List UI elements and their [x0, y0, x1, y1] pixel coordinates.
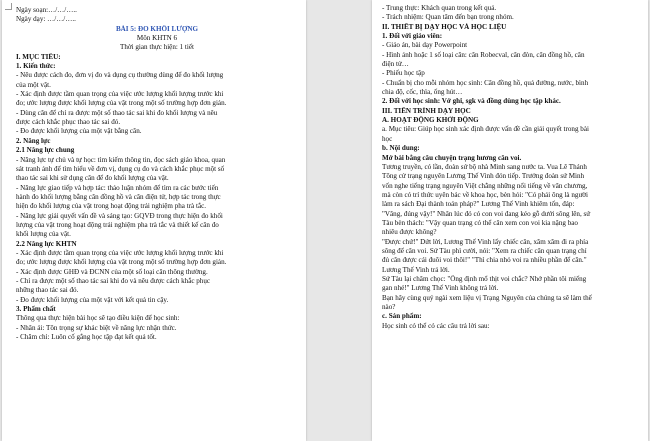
text-line: - Xác định được GHĐ và ĐCNN của một số loại cân thông thường.: [16, 267, 208, 276]
text-line: - Xác định được tầm quan trọng của việc ước lượng khối lượng trước khi: [16, 90, 224, 99]
text-line: Thời gian thực hiện: 1 tiết: [120, 43, 194, 52]
text-line: - Trách nhiệm: Quan tâm đến bạn trong nhóm.: [382, 13, 514, 22]
text-line: - Nhân ái: Tôn trọng sự khác biệt về năng lực nhận thức.: [16, 323, 177, 332]
text-line: - Hình ảnh hoặc 1 số loại cân: cân Robecval, cân đòn, cân đồng hồ, cân: [382, 50, 585, 59]
text-line: - Năng lực giải quyết vấn đề và sáng tạo: GQVĐ trong thực hiện đo khối: [16, 211, 223, 220]
text-line: "Vâng, đúng vậy!" Nhân lúc đó có con voi đang kéo gỗ dưới sông lên, sứ: [382, 209, 591, 218]
text-line: mà còn có trí thức uyên bác về khoa học, bèn hỏi: "Có phải ông là người: [382, 190, 589, 199]
text-line: được cách khắc phục thao tác sai đó.: [16, 118, 121, 127]
text-line: Thông qua thực hiện bài học sẽ tạo điều kiện để học sinh:: [16, 314, 180, 323]
text-line: BÀI 5: ĐO KHỐI LƯỢNG: [115, 24, 199, 33]
document-page-right: [372, 0, 648, 441]
text-line: đo; ước lượng được khối lượng của vật trong một số trường hợp đơn giản.: [16, 99, 227, 108]
text-line: - Chăm chỉ: Luôn cố gắng học tập đạt kết quả tốt.: [16, 333, 157, 342]
text-line: Tông cử trạng nguyên Lương Thế Vinh đón tiếp. Trưởng đoàn sứ Minh: [382, 172, 585, 181]
text-line: 1. Kiến thức:: [16, 62, 56, 71]
text-line: - Chỉ ra được một số thao tác sai khi đo và nêu được cách khắc phục: [16, 276, 211, 285]
text-line: hành đo khối lượng bằng cân đồng hồ và cân điện tử, hợp tác trong thực: [16, 192, 221, 201]
text-line: nào?: [382, 303, 396, 311]
text-line: lượng của vật trong hoạt động trải nghiệm pha trà tắc và thiết kế cân đo: [16, 220, 219, 229]
text-line: đủ cân được cái đuôi voi thôi!" "Thì chia nhỏ voi ra nhiều phần để cân.": [382, 256, 587, 265]
text-line: a. Mục tiêu: Giúp học sinh xác định được vấn đề cần giải quyết trong bài: [382, 125, 589, 134]
text-line: của một vật.: [16, 80, 51, 89]
text-line: b. Nội dung:: [382, 144, 420, 153]
text-line: Ngày dạy: …/…/…..: [16, 15, 76, 24]
text-line: học: [382, 134, 393, 143]
text-line: II. THIẾT BỊ DẠY HỌC VÀ HỌC LIỆU: [382, 22, 507, 31]
document-page-left: [2, 0, 306, 441]
text-line: - Nêu được cách đo, đơn vị đo và dụng cụ thường dùng để đo khối lượng: [16, 71, 224, 80]
text-line: III. TIẾN TRÌNH DẠY HỌC: [382, 106, 471, 115]
text-line: Lương Thế Vinh trả lời.: [382, 265, 450, 274]
text-line: sông để cân voi. Sứ Tàu phì cười, nói: "Xem ra chiếc cân quan trạng chỉ: [382, 246, 587, 255]
text-line: Mở bài bằng câu chuyện trạng hương cân voi.: [382, 153, 522, 162]
text-line: 1. Đối với giáo viên:: [382, 32, 443, 41]
text-line: khối lượng của vật.: [16, 230, 71, 239]
text-line: Ngày soạn:…/…/…..: [16, 6, 77, 14]
text-line: I. MỤC TIÊU:: [16, 52, 61, 61]
text-line: A. HOẠT ĐỘNG KHỞI ĐỘNG: [382, 116, 479, 125]
text-line: gan nhé!" Lương Thế Vinh không trả lời.: [382, 284, 499, 293]
text-line: Bạn hãy cùng quý ngài xem liệu vị Trạng Nguyên của chúng ta sẽ làm thế: [382, 293, 592, 302]
text-line: - Giáo án, bài dạy Powerpoint: [382, 41, 468, 50]
text-line: Học sinh có thể có các câu trả lời sau:: [382, 321, 490, 330]
text-line: - Đo được khối lượng của một vật bằng cân.: [16, 127, 142, 136]
text-line: Tàu bèn thách: "Vậy quan trạng có thể cân xem con voi kia nặng bao: [382, 218, 578, 227]
text-line: - Chuẩn bị cho mỗi nhóm học sinh: Cân đồng hồ, quả đường, nước, bình: [382, 78, 589, 87]
text-line: 2.2 Năng lực KHTN: [16, 239, 77, 248]
text-line: Tương truyền, có lần, đoàn sứ bộ nhà Minh sang nước ta. Vua Lê Thánh: [382, 162, 587, 171]
text-line: nhiêu được không?: [382, 228, 437, 237]
text-line: 2.1 Năng lực chung: [16, 146, 75, 155]
text-line: - Đo được khối lượng của một vật với kết quả tin cậy.: [16, 295, 169, 304]
text-line: - Năng lực tự chủ và tự học: tìm kiếm thông tin, đọc sách giáo khoa, quan: [16, 155, 226, 164]
text-line: chia độ, cốc, thìa, ống hút…: [382, 88, 463, 97]
text-line: 2. Đối với học sinh: Vở ghi, sgk và đồng dùng học tập khác.: [382, 97, 561, 106]
text-line: - Năng lực giao tiếp và hợp tác: thảo luận nhóm để tìm ra các bước tiến: [16, 183, 219, 192]
text-line: thao tác sai khi sử dụng cân để đo khối lượng của vật.: [16, 174, 169, 183]
text-line: sát tranh ảnh để tìm hiểu về đơn vị, dụng cụ đo và cách khắc phục một số: [16, 164, 225, 173]
text-line: - Dùng cân để chỉ ra được một số thao tác sai khi đo khối lượng và nêu: [16, 108, 218, 117]
text-line: đo; ước lượng được khối lượng của vật trong một số trường hợp đơn giản.: [16, 258, 227, 267]
text-line: 3. Phẩm chất: [16, 305, 56, 313]
text-line: - Xác định được tầm quan trọng của việc ước lượng khối lượng trước khi: [16, 248, 224, 257]
text-line: - Trung thực: Khách quan trong kết quả.: [382, 4, 497, 12]
page-text: [16, 6, 298, 342]
text-line: Sứ Tàu lại châm chọc: "Ông định mổ thịt voi chắc? Nhớ phần tôi miếng: [382, 274, 587, 283]
margin-corner-mark: [5, 3, 12, 10]
text-line: - Phiếu học tập: [382, 69, 425, 78]
page-text: [382, 4, 640, 331]
text-line: vốn nghe tiếng trạng nguyên Việt chẳng những nổi tiếng về văn chương,: [382, 181, 588, 190]
text-line: những thao tác sai đó.: [16, 286, 79, 295]
text-line: làm ra sách Đại thành toán pháp?" Lương Thế Vinh khiêm tốn, đáp:: [382, 200, 575, 209]
text-line: hiện đo khối lượng của vật trong hoạt động trải nghiệm pha trà tắc.: [16, 202, 207, 211]
text-line: điện tử…: [382, 60, 409, 69]
text-line: "Được chứ!" Dứt lời, Lương Thế Vinh lấy chiếc cân, xăm xăm đi ra phía: [382, 237, 589, 246]
text-line: c. Sản phẩm:: [382, 312, 422, 321]
text-line: 2. Năng lực: [16, 136, 51, 145]
text-line: Môn KHTN 6: [136, 34, 178, 43]
